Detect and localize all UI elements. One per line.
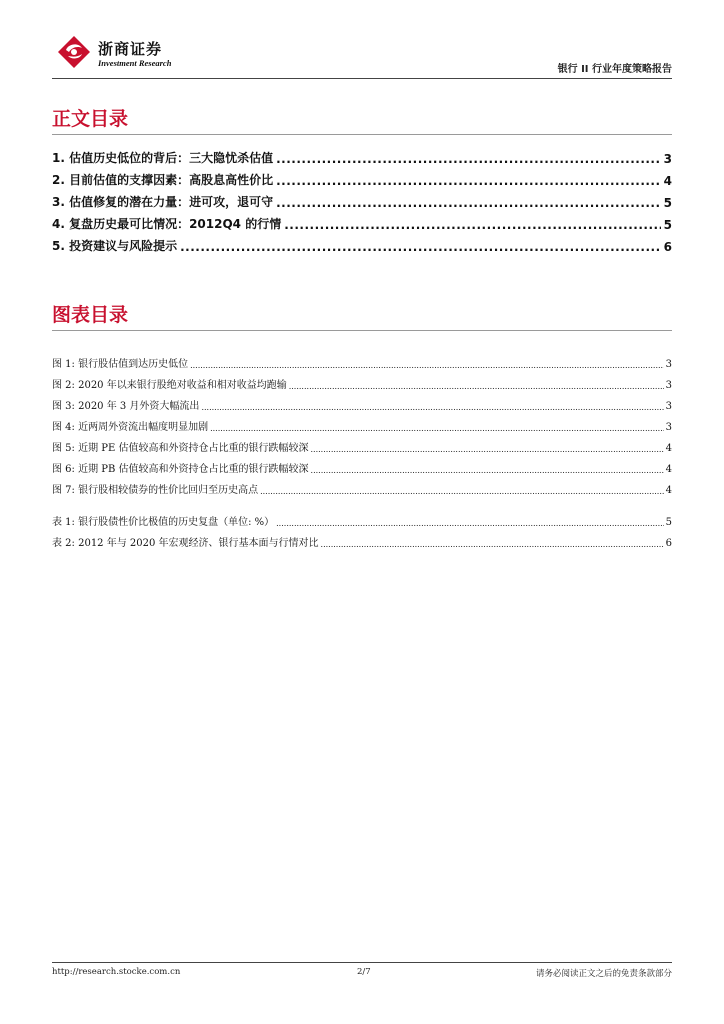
title-divider (52, 330, 672, 331)
figure-item[interactable]: 图 3: 2020 年 3 月外资大幅流出 ..... 3 (52, 394, 672, 412)
zheshang-logo-icon (56, 34, 92, 70)
report-title: 银行 II 行业年度策略报告 (557, 64, 672, 75)
figure-item[interactable]: 图 6: 近期 PB 估值较高和外资持仓占比重的银行跌幅较深 ..... 4 (52, 457, 672, 475)
figures-section-title: 图表目录 (52, 300, 672, 327)
toc-item[interactable]: 5. 投资建议与风险提示 ..... 6 (52, 234, 672, 254)
page-footer (52, 962, 672, 983)
toc-section-title: 正文目录 (52, 104, 672, 131)
footer-disclaimer: 请务必阅读正文之后的免责条款部分 (535, 969, 672, 979)
title-divider (52, 134, 672, 135)
table-item[interactable]: 表 2: 2012 年与 2020 年宏观经济、银行基本面与行情对比 ..... 6 (52, 531, 672, 549)
footer-url[interactable]: http://research.stocke.com.cn (52, 967, 181, 977)
logo-english-name: Investment Research (98, 58, 172, 68)
page-number: 2/7 (357, 967, 371, 977)
figure-item[interactable]: 图 5: 近期 PE 估值较高和外资持仓占比重的银行跌幅较深 ..... 4 (52, 436, 672, 454)
table-item[interactable]: 表 1: 银行股债性价比极值的历史复盘（单位: %） ..... 5 (52, 510, 672, 528)
toc-item[interactable]: 3. 估值修复的潜在力量：进可攻，退可守 ..... 5 (52, 190, 672, 210)
figure-item[interactable]: 图 4: 近两周外资流出幅度明显加剧 ..... 3 (52, 415, 672, 433)
figure-item[interactable]: 图 1: 银行股估值到达历史低位 ..... 3 (52, 352, 672, 370)
figure-item[interactable]: 图 7: 银行股相较债券的性价比回归至历史高点 ..... 4 (52, 478, 672, 496)
figure-item[interactable]: 图 2: 2020 年以来银行股绝对收益和相对收益均跑输 ..... 3 (52, 373, 672, 391)
toc-item[interactable]: 4. 复盘历史最可比情况：2012Q4 的行情 ..... 5 (52, 212, 672, 232)
logo-chinese-name: 浙商证券 (98, 40, 163, 58)
toc-item[interactable]: 2. 目前估值的支撑因素：高股息高性价比 ..... 4 (52, 168, 672, 188)
toc-item[interactable]: 1. 估值历史低位的背后：三大隐忧杀估值 ..... 3 (52, 146, 672, 166)
page-header (52, 32, 672, 79)
